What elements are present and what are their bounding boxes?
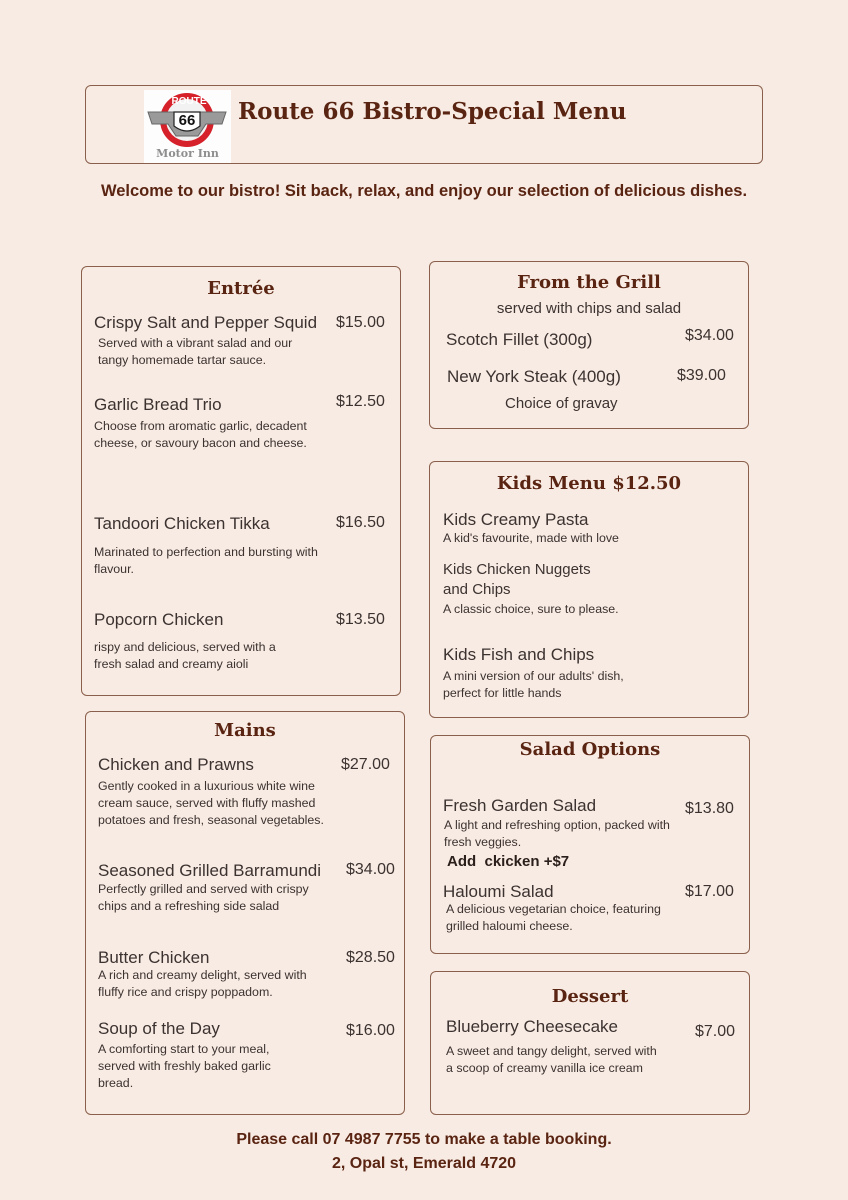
menu-item-price: $28.50 xyxy=(346,949,395,966)
entree-title: Entrée xyxy=(207,278,275,299)
salad-addon: Add ckicken +$7 xyxy=(447,853,570,870)
menu-item-price: $12.50 xyxy=(336,393,385,410)
grill-section xyxy=(429,261,749,429)
dessert-title: Dessert xyxy=(551,986,629,1007)
menu-item-name: Kids Chicken Nuggets and Chips xyxy=(443,561,591,598)
grill-note: Choice of gravay xyxy=(505,395,618,412)
menu-item-desc: A comforting start to your meal, served with freshly baked garlic bread. xyxy=(98,1042,271,1090)
menu-item-name: Kids Fish and Chips xyxy=(443,645,595,664)
menu-item-name: Kids Creamy Pasta xyxy=(443,510,589,529)
menu-item-name: Fresh Garden Salad xyxy=(443,796,597,815)
grill-title: From the Grill xyxy=(517,272,661,293)
menu-item-name: Blueberry Cheesecake xyxy=(446,1017,618,1036)
menu-item-name: Seasoned Grilled Barramundi xyxy=(98,861,322,880)
menu-item-desc: rispy and delicious, served with a fresh salad and creamy aioli xyxy=(94,640,276,671)
menu-item-desc: Served with a vibrant salad and our tangy homemade tartar sauce. xyxy=(98,336,293,367)
menu-item-desc: A sweet and tangy delight, served with a scoop of creamy vanilla ice cream xyxy=(446,1044,657,1075)
menu-item-desc: Gently cooked in a luxurious white wine cream sauce, served with fluffy mashed potatoes and fresh, seasonal vegetables. xyxy=(98,779,324,827)
logo-number: 66 xyxy=(178,112,196,129)
menu-item-desc: A kid's favourite, made with love xyxy=(443,531,619,545)
menu-item-price: $13.80 xyxy=(685,800,734,817)
menu-item-desc: Perfectly grilled and served with crispy chips and a refreshing side salad xyxy=(98,882,309,913)
welcome-text: Welcome to our bistro! Sit back, relax, and enjoy our selection of delicious dishes. xyxy=(100,182,748,200)
route-66-logo xyxy=(144,90,231,163)
menu-item-desc: Marinated to perfection and bursting with flavour. xyxy=(94,545,318,576)
menu-item-desc: Choose from aromatic garlic, decadent cheese, or savoury bacon and cheese. xyxy=(94,419,307,450)
mains-section xyxy=(85,711,405,1115)
menu-item-name: Tandoori Chicken Tikka xyxy=(94,514,270,533)
menu-item-name: Haloumi Salad xyxy=(443,882,554,901)
menu-item-price: $15.00 xyxy=(336,314,385,331)
salad-section xyxy=(430,735,750,954)
menu-item-price: $7.00 xyxy=(695,1023,736,1040)
menu-item-name: Soup of the Day xyxy=(98,1019,220,1038)
menu-item-price: $27.00 xyxy=(341,756,390,773)
menu-item-desc: A mini version of our adults' dish, perfect for little hands xyxy=(443,669,624,700)
entree-section xyxy=(81,266,401,696)
menu-item-price: $16.50 xyxy=(336,514,385,531)
menu-item-price: $34.00 xyxy=(685,327,734,344)
menu-item-price: $39.00 xyxy=(677,367,726,384)
dessert-section xyxy=(430,971,750,1115)
menu-item-name: Chicken and Prawns xyxy=(98,755,254,774)
menu-item-price: $16.00 xyxy=(346,1022,395,1039)
address-text: 2, Opal st, Emerald 4720 xyxy=(331,1155,517,1172)
booking-text: Please call 07 4987 7755 to make a table booking. xyxy=(236,1131,612,1148)
menu-item-desc: A delicious vegetarian choice, featuring grilled haloumi cheese. xyxy=(446,902,661,933)
menu-item-name: Popcorn Chicken xyxy=(94,610,224,629)
menu-item-desc: A light and refreshing option, packed with fresh veggies. xyxy=(444,818,670,849)
menu-item-name: New York Steak (400g) xyxy=(447,367,621,386)
menu-item-name: Garlic Bread Trio xyxy=(94,395,222,414)
kids-title: Kids Menu $12.50 xyxy=(496,473,682,494)
kids-section xyxy=(429,461,749,718)
mains-title: Mains xyxy=(214,720,276,741)
menu-item-name: Crispy Salt and Pepper Squid xyxy=(94,313,318,332)
page-title: Route 66 Bistro-Special Menu xyxy=(238,98,627,125)
menu-item-price: $17.00 xyxy=(685,883,734,900)
menu-item-name: Scotch Fillet (300g) xyxy=(446,330,593,349)
grill-subtitle: served with chips and salad xyxy=(496,300,682,317)
logo-text-bottom: Motor Inn xyxy=(156,147,219,160)
salad-title: Salad Options xyxy=(519,739,661,760)
logo-text-top: ROUTE xyxy=(171,96,207,107)
menu-item-name: Butter Chicken xyxy=(98,948,210,967)
menu-item-price: $13.50 xyxy=(336,611,385,628)
menu-item-desc: A classic choice, sure to please. xyxy=(443,602,619,616)
menu-item-desc: A rich and creamy delight, served with fluffy rice and crispy poppadom. xyxy=(98,968,307,999)
menu-item-price: $34.00 xyxy=(346,861,395,878)
